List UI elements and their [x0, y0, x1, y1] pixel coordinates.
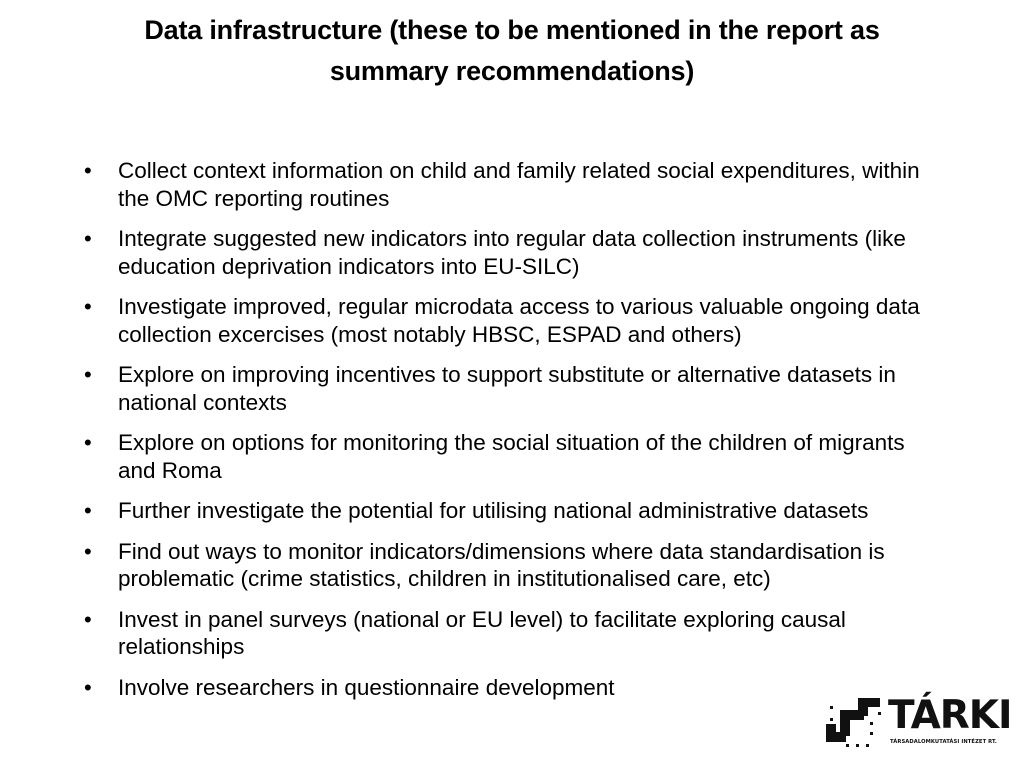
- recommendation-item: [84, 429, 934, 484]
- recommendation-text: Involve researchers in questionnaire development: [118, 674, 615, 700]
- recommendation-text: Collect context information on child and family related social expenditures, within the OMC reporting routines: [118, 158, 920, 211]
- recommendation-text: Find out ways to monitor indicators/dimensions where data standardisation is problematic (crime statistics, children in institutionalised care, etc): [118, 538, 885, 591]
- tarki-logo: [826, 693, 1012, 750]
- recommendation-item: [84, 606, 934, 661]
- slide-title-line-1: Data infrastructure (these to be mentioned in the report as: [144, 15, 880, 45]
- slide-title-line-2: summary recommendations): [329, 56, 695, 86]
- recommendation-text: Invest in panel surveys (national or EU level) to facilitate exploring causal relationships: [118, 606, 846, 659]
- tarki-logo-mark-icon: [826, 698, 884, 750]
- bullet-icon: •: [84, 158, 92, 183]
- bullet-icon: •: [84, 674, 92, 700]
- bullet-icon: •: [84, 226, 92, 251]
- recommendation-text: Explore on improving incentives to support substitute or alternative datasets in national contexts: [118, 362, 896, 415]
- recommendation-item: [84, 497, 934, 525]
- bullet-icon: •: [84, 606, 92, 632]
- bullet-icon: •: [84, 538, 92, 564]
- recommendation-text: Integrate suggested new indicators into regular data collection instruments (like education deprivation indicators into EU-SILC): [118, 226, 906, 279]
- bullet-icon: •: [84, 498, 92, 523]
- recommendation-item: [84, 361, 934, 416]
- tarki-logo-wordmark: TÁRKI: [888, 693, 1012, 738]
- slide-title: [60, 10, 964, 92]
- bullet-icon: •: [84, 362, 92, 387]
- recommendation-text: Further investigate the potential for utilising national administrative datasets: [118, 498, 869, 523]
- recommendation-item: [84, 157, 934, 212]
- recommendation-item: [84, 538, 934, 593]
- bullet-icon: •: [84, 294, 92, 319]
- recommendation-item: [84, 225, 934, 280]
- recommendation-item: [84, 674, 934, 702]
- recommendation-item: [84, 293, 934, 348]
- tarki-logo-subtitle: TÁRSADALOMKUTATÁSI INTÉZET RT.: [890, 739, 997, 745]
- bullet-icon: •: [84, 430, 92, 455]
- recommendation-list: [84, 157, 934, 714]
- recommendation-text: Explore on options for monitoring the social situation of the children of migrants and Roma: [118, 430, 905, 483]
- recommendation-text: Investigate improved, regular microdata access to various valuable ongoing data collection excercises (most notably HBSC, ESPAD and others): [118, 294, 920, 347]
